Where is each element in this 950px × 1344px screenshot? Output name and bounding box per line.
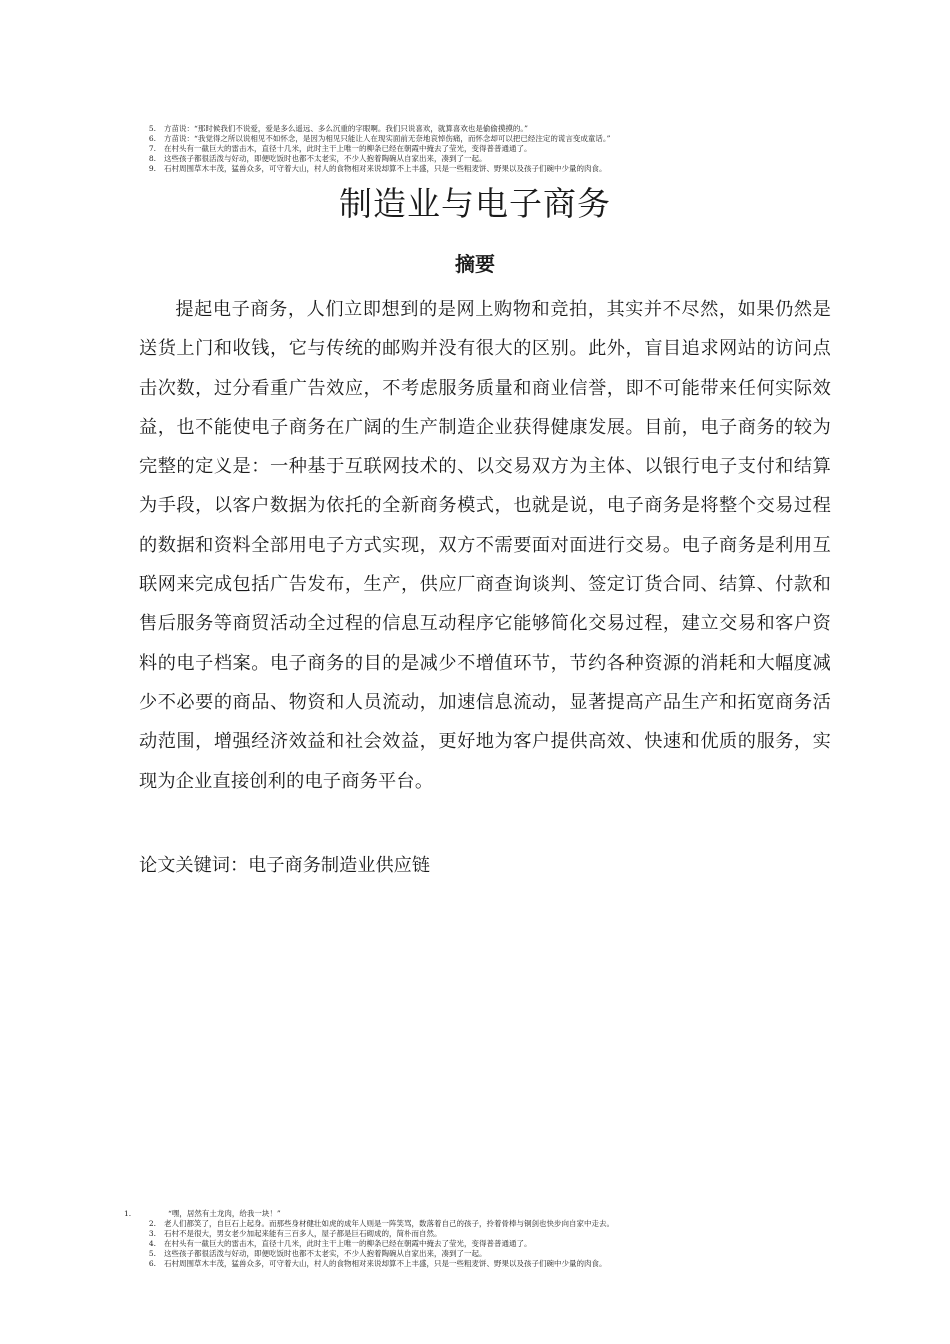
header-note-item: 7. 在村头有一截巨大的雷击木，直径十几米，此时主干上唯一的柳条已经在朝霞中掩去了莹光，变得普普通通了。	[148, 144, 532, 153]
header-note-item: 6. 方苗说：“我觉得之所以说相见不如怀念，是因为相见只能让人在现实面前无奈地哀悼伤痛，而怀念却可以把已经注定的谎言变成童话。”	[148, 134, 611, 143]
footer-note-item: 2. 老人们都笑了，自巨石上起身。而那些身材健壮如虎的成年人则是一阵笑骂，数落着自己的孩子，拎着骨棒与铜剑也快步向自家中走去。	[148, 1219, 614, 1228]
footer-note-item: 4. 在村头有一截巨大的雷击木，直径十几米，此时主干上唯一的柳条已经在朝霞中掩去了莹光，变得普普通通了。	[148, 1239, 532, 1248]
keywords-line: 论文关键词：电子商务制造业供应链	[139, 855, 431, 876]
footer-note-item: 3. 石村不是很大，男女老少加起来能有三百多人，屋子都是巨石砌成的，简朴而自然。	[148, 1229, 442, 1238]
footer-notes-list	[124, 1209, 614, 1269]
abstract-heading: 摘要	[455, 252, 495, 276]
header-note-item: 9. 石村周围草木丰茂，猛兽众多，可守着大山，村人的食物相对来说却算不上丰盛，只是一些粗麦饼、野果以及孩子们碗中少量的肉食。	[148, 164, 607, 173]
footer-note-item: 6. 石村周围草木丰茂，猛兽众多，可守着大山，村人的食物相对来说却算不上丰盛，只是一些粗麦饼、野果以及孩子们碗中少量的肉食。	[148, 1259, 607, 1268]
header-note-item: 8. 这些孩子都很活泼与好动，即便吃饭时也都不太老实，不少人抱着陶碗从自家出来，凑到了一起。	[148, 154, 487, 163]
footer-note-item: 1. “嘿，居然有土龙肉，给我一块！”	[124, 1209, 281, 1218]
header-note-item: 5. 方苗说：“那时候我们不说爱，爱是多么遥远、多么沉重的字眼啊。我们只说喜欢，就算喜欢也是偷偷摸摸的。”	[148, 124, 528, 133]
footer-note-item: 5. 这些孩子都很活泼与好动，即便吃饭时也都不太老实，不少人抱着陶碗从自家出来，凑到了一起。	[148, 1249, 487, 1258]
abstract-paragraph: 提起电子商务，人们立即想到的是网上购物和竞拍，其实并不尽然，如果仍然是送货上门和收钱，它与传统的邮购并没有很大的区别。此外，盲目追求网站的访问点击次数，过分看重广告效应，不考虑服务质量和商业信誉，即不可能带来任何实际效益，也不能使电子商务在广阔的生产制造企业获得健康发展。目前，电子商务的较为完整的定义是：一种基于互联网技术的、以交易双方为主体、以银行电子支付和结算为手段，以客户数据为依托的全新商务模式，也就是说，电子商务是将整个交易过程的数据和资料全部用电子方式实现，双方不需要面对面进行交易。电子商务是利用互联网来完成包括广告发布，生产，供应厂商查询谈判、签定订货合同、结算、付款和售后服务等商贸活动全过程的信息互动程序它能够简化交易过程，建立交易和客户资料的电子档案。电子商务的目的是减少不增值环节，节约各种资源的消耗和大幅度减少不必要的商品、物资和人员流动，加速信息流动，显著提高产品生产和拓宽商务活动范围，增强经济效益和社会效益，更好地为客户提供高效、快速和优质的服务，实现为企业直接创利的电子商务平台。	[139, 299, 831, 792]
header-notes-list	[140, 124, 610, 174]
document-title: 制造业与电子商务	[339, 184, 611, 223]
